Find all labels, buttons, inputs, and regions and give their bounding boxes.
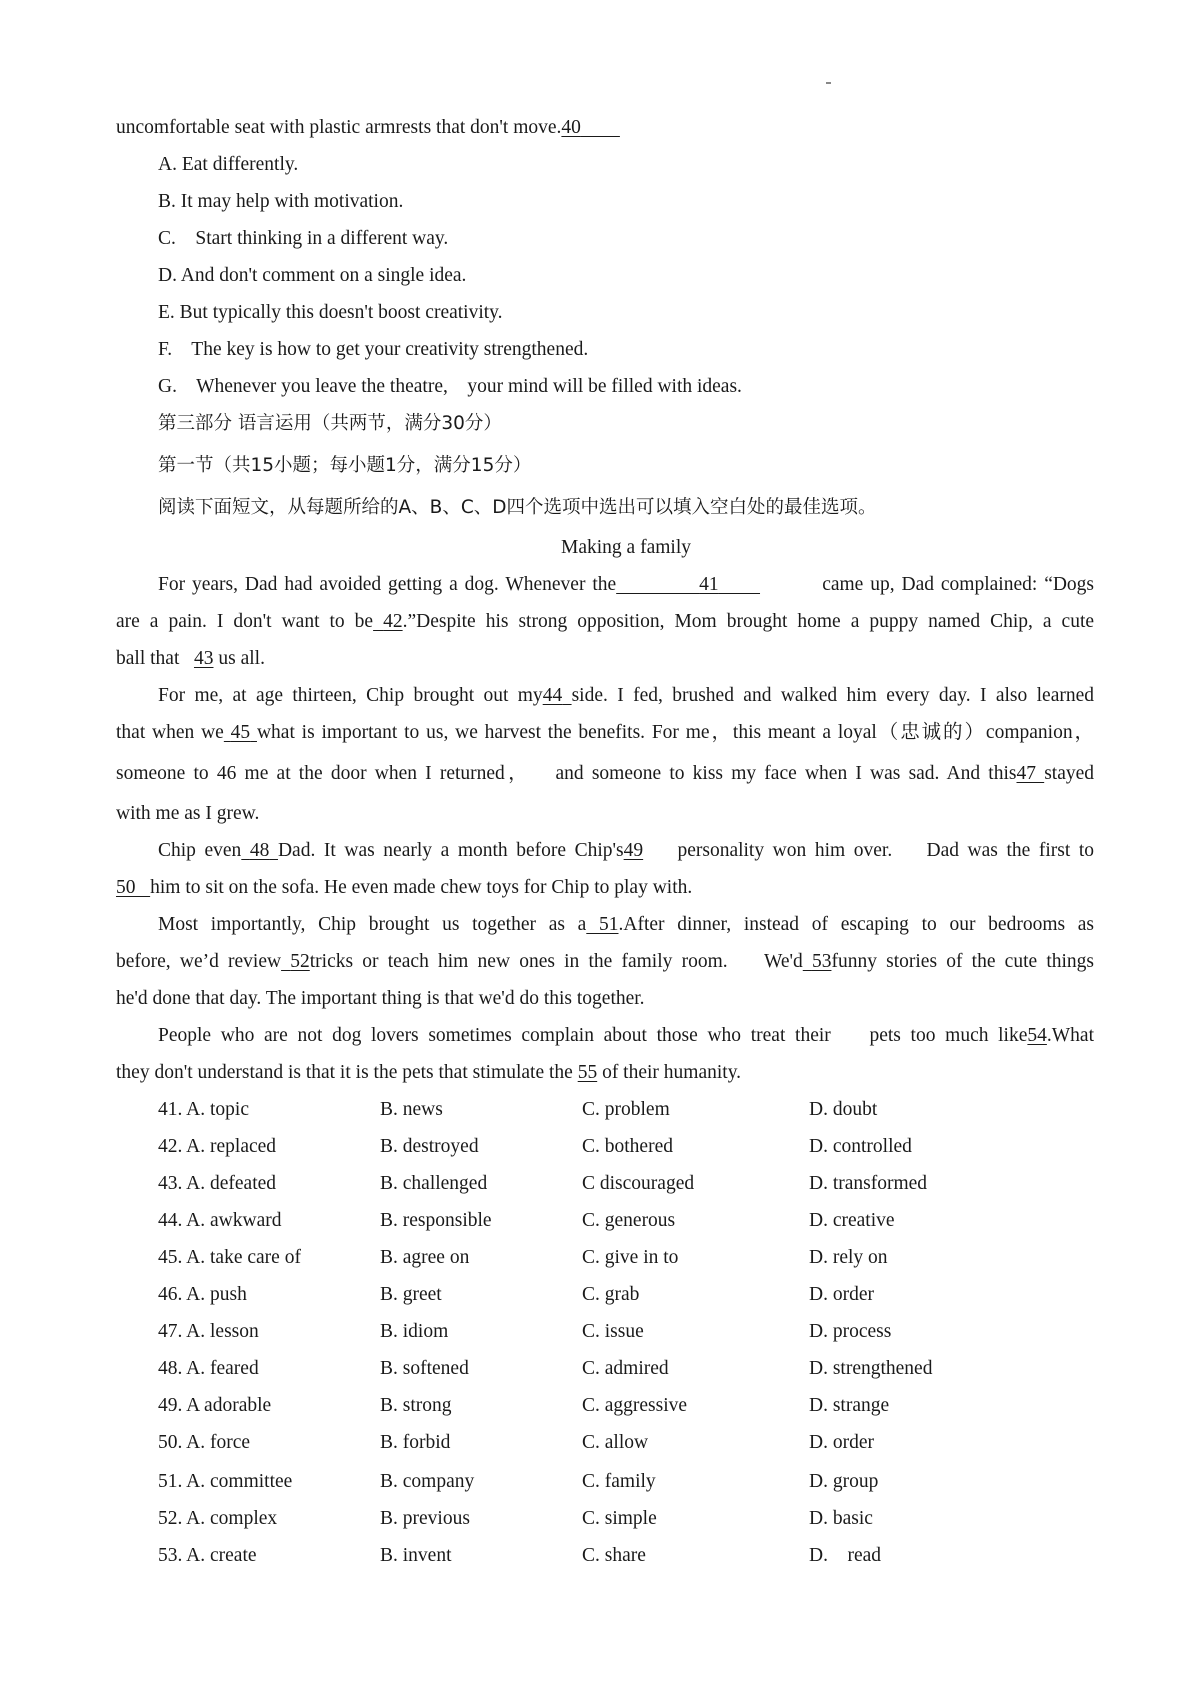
prev-option-e: E. But typically this doesn't boost creativity.: [158, 302, 503, 323]
blank-50: 50: [116, 877, 136, 898]
p5-line-1: People who are not dog lovers sometimes complain about those who treat their pets too much like54.What: [158, 1025, 1094, 1046]
prev-option-d: D. And don't comment on a single idea.: [158, 265, 467, 286]
blank-52: 52: [290, 951, 310, 972]
prev-option-a: A. Eat differently.: [158, 154, 299, 175]
prev-option-b: B. It may help with motivation.: [158, 191, 404, 212]
blank-55: 55: [577, 1062, 598, 1083]
p4-line-1: Most importantly, Chip brought us together as a 51.After dinner, instead of escaping to our bedrooms as: [158, 914, 1095, 935]
blank-49: 49: [623, 840, 644, 861]
instructions: 阅读下面短文，从每题所给的A、B、C、D四个选项中选出可以填入空白处的最佳选项。: [158, 497, 877, 518]
p1-line-3: ball that 43 us all.: [116, 648, 265, 669]
blank-48: 48: [249, 840, 270, 861]
top-fragment-text: uncomfortable seat with plastic armrests that don't move.: [116, 117, 562, 138]
section-heading: 第一节（共15小题；每小题1分，满分15分）: [158, 455, 532, 476]
prev-option-f: F. The key is how to get your creativity strengthened.: [158, 339, 589, 360]
p5-line-2: they don't understand is that it is the pets that stimulate the 55 of their humanity.: [116, 1062, 742, 1083]
p2-line-3: someone to 46 me at the door when I returned， and someone to kiss my face when I was sad. And this47 stayed: [116, 763, 1095, 784]
p1-line-2: are a pain. I don't want to be 42.”Despite his strong opposition, Mom brought home a puppy named Chip, a cute: [116, 611, 1095, 632]
blank-41: 41: [699, 574, 719, 595]
blank-42: 42: [383, 611, 403, 632]
blank-54: 54: [1027, 1025, 1047, 1046]
passage-title: Making a family: [561, 537, 691, 558]
p2-line-1: For me, at age thirteen, Chip brought out my44 side. I fed, brushed and walked him every day. I also learned: [158, 685, 1094, 706]
p4-line-3: he'd done that day. The important thing is that we'd do this together.: [116, 988, 645, 1009]
blank-53: 53: [811, 951, 832, 972]
blank-51: 51: [599, 914, 619, 935]
p2-line-2: that when we 45 what is important to us, we harvest the benefits. For me，this meant a loyal（忠诚的）companion，: [116, 722, 1095, 743]
blank-43: 43: [193, 648, 214, 669]
p1-line-1: For years, Dad had avoided getting a dog. Whenever the 41 came up, Dad complained: “Dogs: [158, 574, 1095, 595]
exam-page: uncomfortable seat with plastic armrests that don't move.40 A. Eat differently. B. It may help with motivation. C. Start thinking in a different way. D. And don't comment on a single idea. E. But typically this doesn't boost creativity. F. The key is how to get your creativity strengthened. G. Whenever you leave the theatre, your mind will be filled with ideas. 第三部分 语言运用（共两节，满分30分） 第一节（共15小题；每小题1分，满分15分） 阅读下面短文，从每题所给的A、B、C、D四个选项中选出可以填入空白处的最佳选项。 Making a family For years, Dad had avoided getting a dog. Whenever the 41 came up, Dad complained: “Dogs are a pain. I don't want to be 42.”Despite his strong opposition, Mom brought home a puppy named Chip, a cute ball that 43 us all. For me, at age thirteen, Chip brought out my44 side. I fed, brushed and walked him every day. I also learned that when we 45 what is important to us, we harvest the benefits. For me，this meant a loyal（忠诚的）companion， someone to 46 me at the door when I returned， and someone to kiss my face when I was sad. And this47 stayed with me as I grew. Chip even 48 Dad. It was nearly a month before Chip's49 personality won him over. Dad was the first to 50 him to sit on the sofa. He even made chew toys for Chip to play with. Most importantly, Chip brought us together as a 51.After dinner, instead of escaping to our bedrooms as before, we’d review 52tricks or teach him new ones in the family room. We'd 53funny stories of the cute things he'd done that day. The important thing is that we'd do this together. People who are not dog lovers sometimes complain about those who treat their pets too much like54.What they don't understand is that it is the pets that stimulate the 55 of their humanity. 41. A. topic B. news C. problem D. doubt 42. A. replaced B. destroyed C. bothered D. controlled 43. A. defeated B. challenged C discouraged D. transformed 44. A. awkward B. responsible C. generous D. creative 45. A. take care of B. agree on C. give in to D. rely on 46. A. push B. greet C. grab D. order 47. A. lesson B. idiom C. issue D. process 48. A. feared B. softened C. admired D. strengthened 49. A adorable B. strong C. aggressive D. strange 50. A. force B. forbid C. allow D. order 51. A. committee B. company C. family D. group 52. A. complex B. previous C. simple D. basic 53. A. create B. invent C. share D. read: [0, 0, 1200, 1698]
blank-47: 47: [1016, 763, 1036, 784]
p3-line-2: 50 him to sit on the sofa. He even made chew toys for Chip to play with.: [116, 877, 693, 898]
prev-option-g: G. Whenever you leave the theatre, your mind will be filled with ideas.: [158, 376, 742, 397]
blank-44: 44: [542, 685, 563, 706]
p4-line-2: before, we’d review 52tricks or teach him new ones in the family room. We'd 53funny stories of the cute things: [116, 951, 1094, 972]
scan-mark: [826, 82, 831, 84]
p2-line-4: with me as I grew.: [116, 803, 260, 824]
blank-40: 40: [561, 117, 581, 138]
part-heading: 第三部分 语言运用（共两节，满分30分）: [158, 413, 502, 434]
top-fragment-line: [116, 116, 620, 140]
p3-line-1: Chip even 48 Dad. It was nearly a month before Chip's49 personality won him over. Dad was the first to: [158, 840, 1095, 861]
blank-45: 45: [230, 722, 251, 743]
prev-option-c: C. Start thinking in a different way.: [158, 228, 449, 249]
